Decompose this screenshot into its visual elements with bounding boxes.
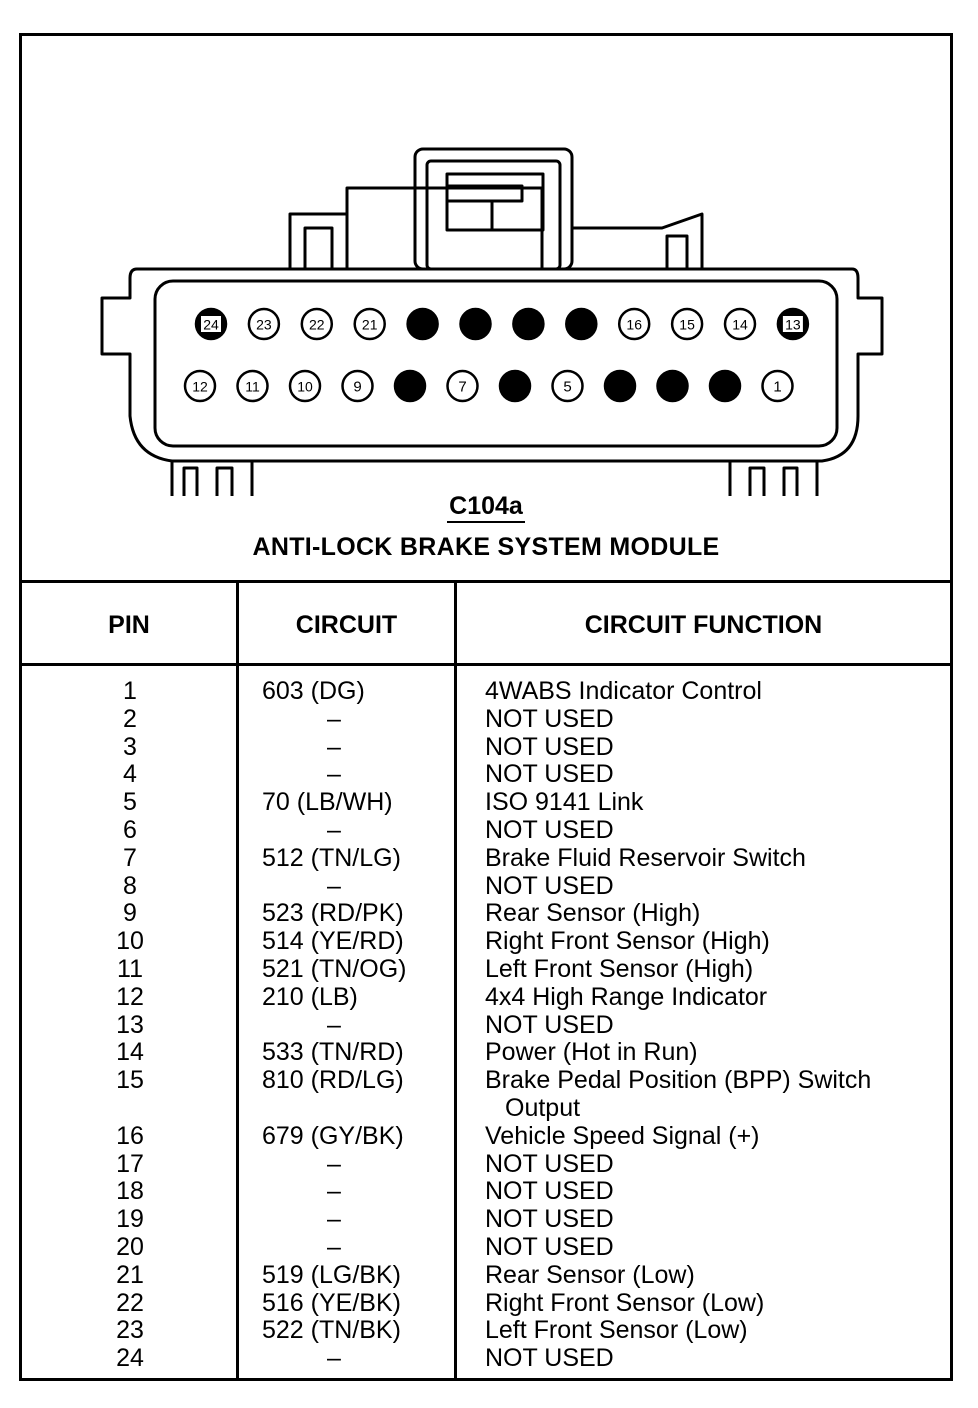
connector-id: C104a (447, 491, 525, 523)
table-row (22, 927, 950, 955)
pin-circle (408, 309, 438, 339)
cell-circuit: – (327, 815, 341, 844)
cell-circuit: – (327, 1205, 341, 1234)
cell-circuit-function: Left Front Sensor (Low) (485, 1316, 748, 1345)
cell-circuit: 810 (RD/LG) (262, 1066, 404, 1095)
table-row (22, 899, 950, 927)
cell-circuit-function: NOT USED (485, 1149, 614, 1178)
cell-pin: 24 (116, 1344, 144, 1373)
table-row (22, 760, 950, 788)
pin-10 (290, 371, 320, 401)
cell-circuit: – (327, 732, 341, 761)
pin-1 (763, 371, 793, 401)
pin-6 (500, 371, 530, 401)
cell-pin: 20 (116, 1232, 144, 1261)
table-body (22, 677, 950, 1372)
pin-number: 1 (773, 378, 782, 396)
pin-number: 21 (361, 316, 378, 333)
table-row (22, 705, 950, 733)
pin-number: 15 (679, 316, 695, 333)
connector-shell-outer (102, 269, 882, 461)
pin-number: 14 (732, 316, 748, 333)
cell-pin: 5 (123, 788, 137, 817)
cell-pin: 17 (116, 1149, 144, 1178)
table-row (22, 872, 950, 900)
cell-circuit: 70 (LB/WH) (262, 788, 393, 817)
cell-pin: 14 (116, 1038, 144, 1067)
pin-number: 5 (563, 378, 572, 396)
cell-circuit-function: NOT USED (485, 1010, 614, 1039)
cell-circuit: 603 (DG) (262, 677, 365, 705)
cell-pin: 2 (123, 704, 137, 733)
cell-circuit-function: Left Front Sensor (High) (485, 954, 754, 983)
table-row (22, 1289, 950, 1317)
table-row (22, 1344, 950, 1372)
cell-circuit: 514 (YE/RD) (262, 927, 404, 956)
cell-circuit: 522 (TN/BK) (262, 1316, 401, 1345)
cell-circuit-function: NOT USED (485, 1344, 614, 1373)
cell-circuit-function: NOT USED (485, 871, 614, 900)
table-row (22, 844, 950, 872)
cell-circuit-function: NOT USED (485, 1232, 614, 1261)
cell-circuit: – (327, 871, 341, 900)
cell-pin: 21 (116, 1260, 144, 1289)
cell-circuit-function: Right Front Sensor (High) (485, 927, 770, 956)
cell-circuit: 519 (LG/BK) (262, 1260, 401, 1289)
cell-pin: 22 (116, 1288, 144, 1317)
connector-diagram (22, 36, 950, 581)
cell-circuit-function: Rear Sensor (High) (485, 899, 701, 928)
pin-number: 9 (353, 378, 362, 396)
module-name: ANTI-LOCK BRAKE SYSTEM MODULE (252, 533, 720, 561)
pin-circle (605, 371, 635, 401)
cell-pin: 3 (123, 732, 137, 761)
cell-circuit-function: NOT USED (485, 815, 614, 844)
cell-circuit-function: NOT USED (485, 1177, 614, 1206)
pin-circle (500, 371, 530, 401)
cell-circuit-function: Power (Hot in Run) (485, 1038, 698, 1067)
cell-circuit-function: 4WABS Indicator Control (485, 677, 762, 705)
pin-number: 11 (245, 378, 260, 395)
pin-circle (461, 309, 491, 339)
pin-3 (658, 371, 688, 401)
pin-21 (355, 309, 385, 339)
table-row (22, 1233, 950, 1261)
cell-circuit-function: NOT USED (485, 760, 614, 789)
table-row (22, 955, 950, 983)
pin-24 (196, 309, 226, 339)
pin-circle (513, 309, 543, 339)
pin-number: 22 (309, 316, 325, 333)
pinout-table (22, 580, 950, 1381)
pin-row-top (196, 309, 808, 339)
table-row (22, 816, 950, 844)
pin-number: 23 (256, 316, 272, 333)
table-row (22, 1066, 950, 1122)
pin-number: 7 (458, 378, 467, 396)
cell-circuit: – (327, 704, 341, 733)
cell-pin: 13 (116, 1010, 144, 1039)
cell-pin: 9 (123, 899, 137, 928)
cell-circuit-function: ISO 9141 Link (485, 788, 644, 817)
table-row (22, 1011, 950, 1039)
cell-pin: 12 (116, 982, 144, 1011)
table-row (22, 1150, 950, 1178)
cell-circuit: – (327, 1232, 341, 1261)
cell-pin: 11 (117, 954, 143, 983)
cell-pin: 1 (123, 677, 137, 705)
pin-5 (553, 371, 583, 401)
cell-circuit-function: Vehicle Speed Signal (+) (485, 1121, 760, 1150)
table-row (22, 1205, 950, 1233)
cell-circuit-function: Brake Fluid Reservoir Switch (485, 843, 806, 872)
cell-circuit: 210 (LB) (262, 982, 358, 1011)
cell-pin: 23 (116, 1316, 144, 1345)
pin-11 (238, 371, 268, 401)
table-row (22, 733, 950, 761)
wiring-sheet (19, 33, 953, 1381)
pin-7 (448, 371, 478, 401)
pin-8 (395, 371, 425, 401)
cell-circuit: 679 (GY/BK) (262, 1121, 404, 1150)
pin-circle (710, 371, 740, 401)
table-row (22, 788, 950, 816)
table-row (22, 1261, 950, 1289)
connector-face-inner (155, 281, 837, 446)
table-row (22, 1038, 950, 1066)
header-pin: PIN (108, 611, 150, 639)
cell-pin: 15 (116, 1066, 144, 1095)
pin-16 (619, 309, 649, 339)
cell-pin: 7 (123, 843, 137, 872)
cell-pin: 6 (123, 815, 137, 844)
pin-20 (408, 309, 438, 339)
pin-number: 24 (203, 316, 219, 333)
cell-circuit-function: Rear Sensor (Low) (485, 1260, 695, 1289)
table-row (22, 983, 950, 1011)
cell-circuit: 516 (YE/BK) (262, 1288, 401, 1317)
pin-22 (302, 309, 332, 339)
header-circuit: CIRCUIT (295, 611, 398, 639)
cell-circuit: 533 (TN/RD) (262, 1038, 404, 1067)
cell-circuit: 521 (TN/OG) (262, 954, 407, 983)
cell-circuit: 512 (TN/LG) (262, 843, 401, 872)
pin-number: 12 (192, 378, 208, 395)
connector-face-drawing (22, 36, 950, 496)
pin-19 (461, 309, 491, 339)
pin-number: 16 (626, 316, 642, 333)
cell-circuit: – (327, 760, 341, 789)
left-ear (290, 214, 347, 269)
cell-circuit: – (327, 1177, 341, 1206)
cell-pin: 16 (116, 1121, 144, 1150)
pin-row-bottom (185, 371, 793, 401)
pin-14 (725, 309, 755, 339)
cell-pin: 18 (116, 1177, 144, 1206)
title-block (22, 491, 950, 562)
cell-pin: 19 (116, 1205, 144, 1234)
cell-circuit-function: Right Front Sensor (Low) (485, 1288, 765, 1317)
pin-15 (672, 309, 702, 339)
cell-circuit: – (327, 1010, 341, 1039)
cell-pin: 8 (123, 871, 137, 900)
pin-23 (249, 309, 279, 339)
right-ear (572, 214, 702, 269)
pin-number: 10 (297, 378, 313, 395)
pin-18 (513, 309, 543, 339)
pin-12 (185, 371, 215, 401)
cell-circuit: – (327, 1344, 341, 1373)
cell-circuit-function: Brake Pedal Position (BPP) Switch Output (485, 1066, 872, 1123)
table-row (22, 1122, 950, 1150)
pin-number: 13 (785, 316, 801, 333)
table-row (22, 1316, 950, 1344)
pin-9 (343, 371, 373, 401)
header-circuit-function: CIRCUIT FUNCTION (584, 611, 823, 639)
cell-pin: 4 (123, 760, 137, 789)
cell-circuit: – (327, 1149, 341, 1178)
cell-circuit-function: 4x4 High Range Indicator (485, 982, 768, 1011)
pin-2 (710, 371, 740, 401)
cell-circuit: 523 (RD/PK) (262, 899, 404, 928)
table-header (22, 583, 950, 666)
table-row (22, 1177, 950, 1205)
cell-pin: 10 (116, 927, 144, 956)
pin-4 (605, 371, 635, 401)
table-row (22, 677, 950, 705)
cell-circuit-function: NOT USED (485, 704, 614, 733)
pin-17 (566, 309, 596, 339)
cell-circuit-function: NOT USED (485, 1205, 614, 1234)
pin-circle (566, 309, 596, 339)
pin-circle (658, 371, 688, 401)
cell-circuit-function: NOT USED (485, 732, 614, 761)
pin-13 (778, 309, 808, 339)
pin-circle (395, 371, 425, 401)
